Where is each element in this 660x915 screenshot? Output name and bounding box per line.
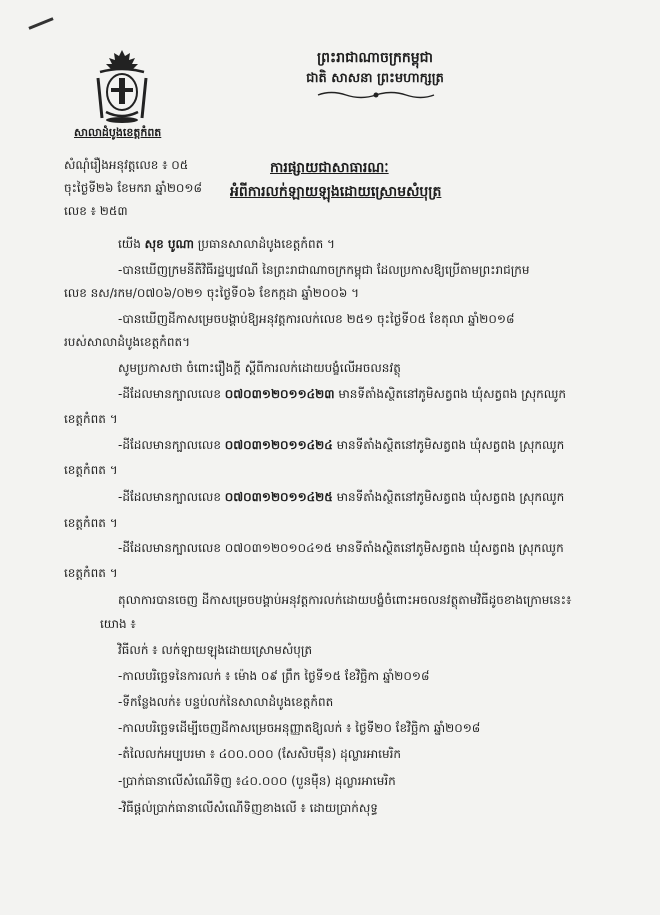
lot-location: មានទីតាំងស្ថិតនៅភូមិសត្វពង ឃុំសត្វពង ស្រុកឈូក [332,541,564,555]
court-order: តុលាការបានចេញ ដីកាសម្រេចបង្គាប់អនុវត្តការលក់ដោយបង្ខំចំពោះអចលនវត្ថុតាមវិធីដូចខាងក្រោមនេះ៖ [118,593,572,607]
intro-prefix: យើង [118,237,145,251]
kingdom-heading: ព្រះរាជាណាចក្រកម្ពុជា [316,50,433,66]
payment-method: -វិធីផ្តល់ប្រាក់ធានាលើសំណើទិញខាងលើ ៖ ដោយប្រាក់សុទ្ធ [118,801,378,815]
paragraph-2a: -បានឃើញដីកាសម្រេចបង្គាប់ឱ្យអនុវត្តការលក់លេខ ២៥១ ចុះថ្ងៃទី០៥ ខែតុលា ឆ្នាំ២០១៨ [118,312,515,326]
court-name: សាលាដំបូងខេត្តកំពត [74,126,162,139]
lot-prefix: -ដីដែលមានក្បាលលេខ [118,541,225,555]
lot-number: ០៧០៣១២០១១៤២៤ [224,438,333,452]
lot-number: ០៧០៣១២០១១៤២៥ [224,490,333,504]
lot-location: មានទីតាំងស្ថិតនៅភូមិសត្វពង ឃុំសត្វពង ស្រុកឈូក [334,387,567,401]
sale-place: -ទីកន្លែងលក់៖ បន្ទប់លក់នៃសាលាដំបូងខេត្តកំពត [118,695,334,709]
document-title: ការផ្សាយជាសាធារណៈ [270,160,389,176]
sale-method: វិធីលក់ ៖ លក់ឡាយឡុងដោយស្រោមសំបុត្រ [118,643,313,657]
lot-line-cont: ខេត្តកំពត ។ [64,463,118,477]
lot-line-cont: ខេត្តកំពត ។ [64,566,118,580]
lot-line-cont: ខេត្តកំពត ។ [64,516,118,530]
lot-prefix: -ដីដែលមានក្បាលលេខ [118,438,225,452]
reference-number: លេខ ៖ ២៥៣ [64,204,128,218]
lot-number: ០៧០៣១២០១០៤១៥ [224,541,333,555]
paragraph-1b: លេខ នស/រកម/០៧០៦/០២១ ចុះថ្ងៃទី០៦ ខែកក្កដា ឆ្នាំ២០០៦ ។ [64,286,360,300]
lot-prefix: -ដីដែលមានក្បាលលេខ [118,490,225,504]
sale-date: -កាលបរិច្ឆេទនៃការលក់ ៖ ម៉ោង ០៩ ព្រឹក ថ្ងៃទី១៥ ខែវិច្ឆិកា ឆ្នាំ២០១៨ [118,669,430,683]
lot-line [118,437,564,453]
paragraph-2b: របស់សាលាដំបូងខេត្តកំពត។ [64,335,190,349]
intro-line [118,236,335,252]
intro-suffix: ប្រធានសាលាដំបូងខេត្តកំពត ។ [193,237,335,251]
lot-line [118,489,564,505]
decision-date: -កាលបរិច្ឆេទដើម្បីចេញដីកាសម្រេចអនុញ្ញាតឱ្យលក់ ៖ ថ្ងៃទី២០ ខែវិច្ឆិកា ឆ្នាំ២០១៨ [118,721,481,735]
document-subtitle: អំពីការលក់ឡាយឡុងដោយស្រោមសំបុត្រ [230,184,442,200]
paragraph-1a: -បានឃើញក្រមនីតិវិធីរដ្ឋប្បវេណី នៃព្រះរាជាណាចក្រកម្ពុជា ដែលប្រកាសឱ្យប្រើតាមព្រះរាជក្រម [118,263,530,277]
case-number: សំណុំរឿងអនុវត្តលេខ ៖ ០៥ [64,158,189,172]
pen-mark [28,17,53,30]
lot-location: មានទីតាំងស្ថិតនៅភូមិសត្វពង ឃុំសត្វពង ស្រុកឈូក [332,438,565,452]
lot-prefix: -ដីដែលមានក្បាលលេខ [118,387,225,401]
court-order-cont: យោង ៖ [100,617,136,631]
national-motto: ជាតិ សាសនា ព្រះមហាក្សត្រ [306,71,444,86]
lot-line-cont: ខេត្តកំពត ។ [64,412,118,426]
case-date: ចុះថ្ងៃទី២៦ ខែមករា ឆ្នាំ២០១៨ [64,181,202,195]
ornament-divider [316,90,436,100]
lot-location: មានទីតាំងស្ថិតនៅភូមិសត្វពង ឃុំសត្វពង ស្រុកឈូក [332,490,565,504]
lot-line [118,386,566,402]
lot-line [118,540,564,556]
deposit-amount: -ប្រាក់ធានាលើសំណើទិញ ៖៤០.០០០ (បួនម៉ឺន) ដុល្លារអាមេរិក [118,774,396,788]
announcement: សូមប្រកាសថា ចំពោះរឿងក្តី ស្តីពីការលក់ដោយបង្ខំលើអចលនវត្ថុ [118,361,401,375]
president-name: សុខ បូណា [144,237,194,251]
lot-number: ០៧០៣១២០១១៤២៣ [224,387,335,401]
minimum-price: -តំលៃលក់អប្បបរមា ៖ ៤០០.០០០ (សែសិបម៉ឺន) ដុល្លារអាមេរិក [118,747,402,761]
